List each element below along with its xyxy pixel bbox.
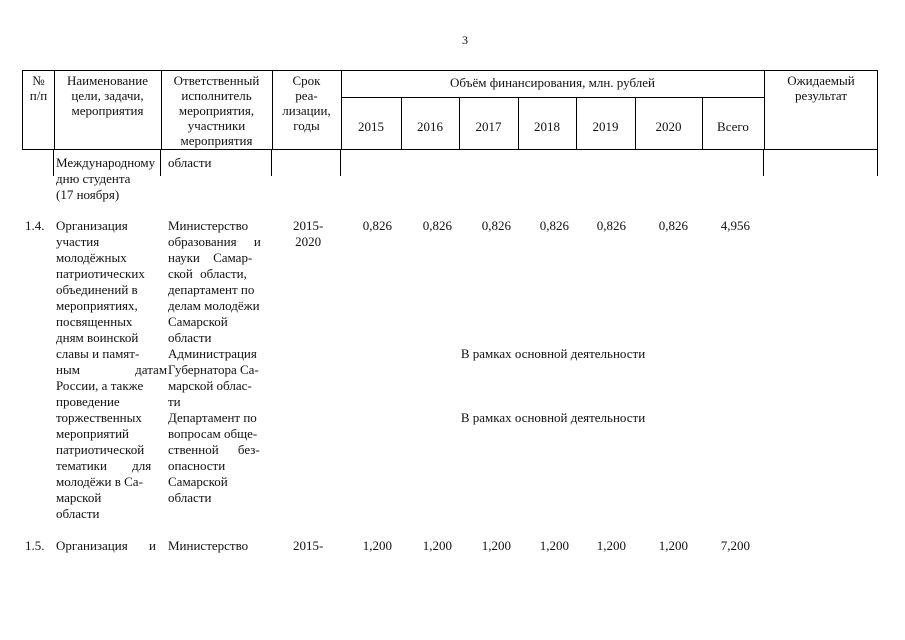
value-2020: 1,200: [658, 538, 688, 553]
row-term: 2015- 2020: [293, 218, 324, 249]
header-year-2016: 2016: [417, 119, 443, 134]
row-name: Организация участия молодёжных патриотических объединений в мероприятиях, посвященных дням воинской славы и памят- ным датам России, а также проведение торжественных мероприятий патриотической тематики для молодёжи в Са- марской области: [56, 218, 168, 521]
header-term: Срок реа- лизации, годы: [282, 73, 331, 133]
value-2018: 1,200: [539, 538, 569, 553]
header-name: Наименование цели, задачи, мероприятия: [67, 73, 148, 118]
header-financing-title: Объём финансирования, млн. рублей: [450, 75, 655, 90]
row-responsible: Министерство: [168, 538, 249, 553]
row-responsible: Министерство образования и науки Самар- ской области, департамент по делам молодёжи Самарской области Администрация Губернатора Са- марской облас- ти Департамент по вопросам обще- ственной без- опасности Самарской области: [168, 218, 261, 505]
header-year-2019: 2019: [592, 119, 619, 134]
value-2018: 0,826: [539, 218, 569, 233]
value-2020: 0,826: [658, 218, 688, 233]
note-core-activity: В рамках основной деятельности: [460, 410, 646, 425]
row-number: 1.4.: [25, 218, 45, 233]
header-total: Всего: [717, 119, 749, 134]
table-header: [22, 70, 878, 150]
value-2019: 1,200: [596, 538, 626, 553]
row-number: 1.5.: [25, 538, 45, 553]
note-core-activity: В рамках основной деятельности: [460, 346, 646, 361]
value-2019: 0,826: [596, 218, 626, 233]
value-total: 4,956: [720, 218, 750, 233]
header-num: № п/п: [29, 73, 48, 103]
grid-line: [340, 150, 341, 176]
continuation-responsible: области: [168, 155, 212, 170]
value-2016: 0,826: [422, 218, 452, 233]
value-2017: 1,200: [481, 538, 511, 553]
grid-line: [763, 150, 764, 176]
row-name: Организация и: [56, 538, 156, 553]
value-2016: 1,200: [422, 538, 452, 553]
header-year-2020: 2020: [655, 119, 682, 134]
header-responsible: Ответственный исполнитель мероприятия, участники мероприятия: [173, 73, 260, 148]
header-year-2015: 2015: [358, 119, 384, 134]
grid-line: [271, 150, 272, 176]
grid-line: [53, 150, 54, 176]
value-2017: 0,826: [481, 218, 511, 233]
header-year-2017: 2017: [475, 119, 502, 134]
value-2015: 1,200: [362, 538, 392, 553]
continuation-name: Международному дню студента (17 ноября): [56, 155, 156, 202]
grid-line: [160, 150, 161, 176]
header-year-2018: 2018: [534, 119, 560, 134]
page-number: 3: [462, 33, 468, 47]
header-result: Ожидаемый результат: [787, 73, 855, 103]
value-2015: 0,826: [362, 218, 392, 233]
value-total: 7,200: [720, 538, 750, 553]
grid-line: [877, 150, 878, 176]
row-term: 2015-: [293, 538, 324, 553]
